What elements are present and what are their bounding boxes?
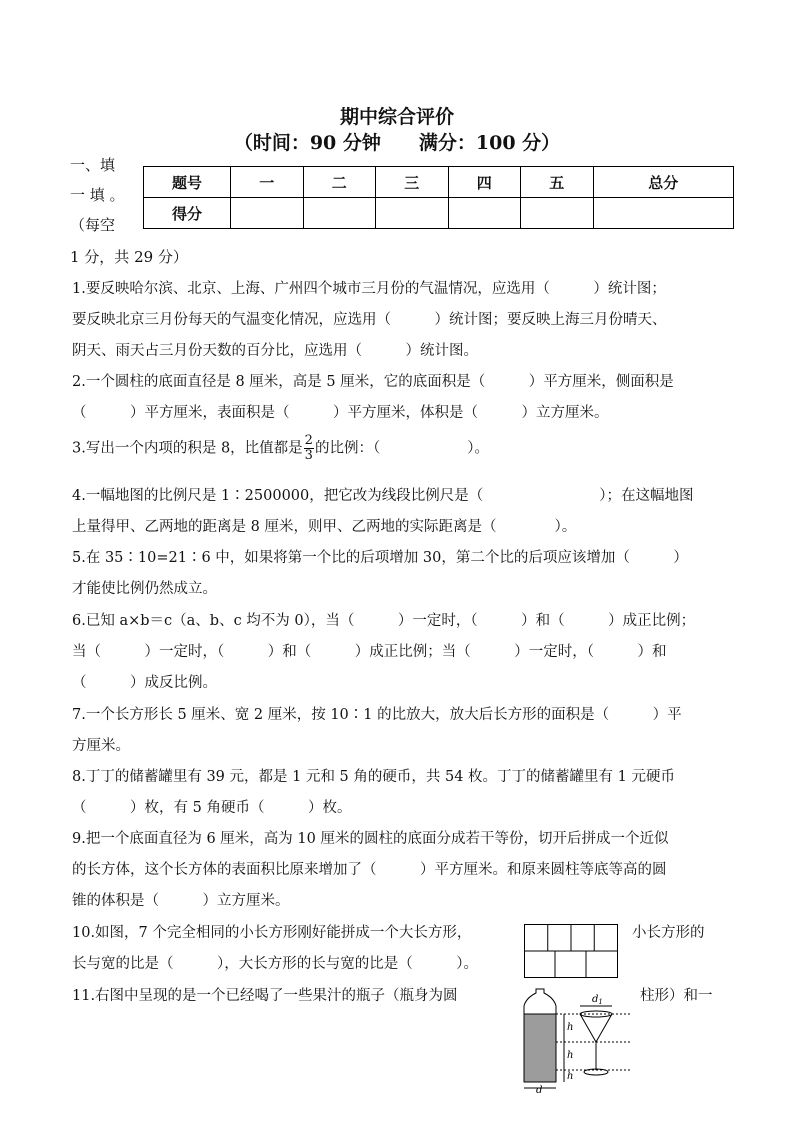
score-col-2: 二: [303, 167, 376, 198]
q3-line: [72, 434, 489, 463]
q9-line-2: 的长方体，这个长方体的表面积比原来增加了（ ）平方厘米。和原来圆柱等底等高的圆: [72, 862, 667, 878]
section1-label-1: 一、填: [70, 156, 116, 174]
score-col-1: 一: [231, 167, 304, 198]
label-d: d: [536, 1085, 543, 1094]
score-cell-4[interactable]: [448, 198, 521, 229]
score-col-4: 四: [448, 167, 521, 198]
q2-line-2: （ ）平方厘米，表面积是（ ）平方厘米，体积是（ ）立方厘米。: [72, 405, 609, 421]
score-row-label: 得分: [144, 198, 231, 229]
q4-line-2: 上量得甲、乙两地的距离是 8 厘米，则甲、乙两地的实际距离是（ ）。: [72, 519, 577, 535]
q8-line-2: （ ）枚，有 5 角硬币（ ）枚。: [72, 800, 352, 816]
q10-line-1b: 小长方形的: [632, 925, 705, 941]
q1-line-3: 阴天、雨天占三月份天数的百分比，应选用（ ）统计图。: [72, 343, 478, 359]
score-cell-5[interactable]: [521, 198, 594, 229]
cup-cone: [580, 1014, 612, 1042]
label-d1: $d_1$: [592, 994, 603, 1006]
q9-line-1: 9.把一个底面直径为 6 厘米，高为 10 厘米的圆柱的底面分成若干等份，切开后拼成一个近似: [72, 831, 669, 847]
q3-text-post: 的比例：（ ）。: [314, 440, 489, 457]
score-col-5: 五: [521, 167, 594, 198]
section1-label-4: 1 分，共 29 分）: [70, 248, 188, 266]
q3-fraction-denominator: 3: [304, 448, 313, 463]
score-col-3: 三: [376, 167, 449, 198]
q7-line-2: 方厘米。: [72, 738, 130, 754]
q11-line-1b: 柱形）和一: [640, 988, 713, 1004]
score-table-score-row: [144, 198, 734, 229]
q6-line-1: 6.已知 a×b＝c（a、b、c 均不为 0），当（ ）一定时，（ ）和（ ）成正比例；: [72, 613, 696, 629]
section1-label-3: （每空: [70, 216, 116, 234]
q11-bottle-cup-figure: [512, 984, 642, 1094]
score-col-total: 总分: [593, 167, 734, 198]
score-cell-1[interactable]: [231, 198, 304, 229]
q1-line-2: 要反映北京三月份每天的气温变化情况，应选用（ ）统计图；要反映上海三月份晴天、: [72, 312, 667, 328]
score-cell-total[interactable]: [593, 198, 734, 229]
page-title: 期中综合评价: [339, 106, 454, 128]
q3-fraction-numerator: 2: [304, 433, 313, 448]
q10-rectangle-figure: [524, 924, 620, 980]
q1-line-1: 1.要反映哈尔滨、北京、上海、广州四个城市三月份的气温情况，应选用（ ）统计图；: [72, 281, 666, 297]
label-h1: h: [567, 1022, 574, 1033]
q2-line-1: 2.一个圆柱的底面直径是 8 厘米，高是 5 厘米，它的底面积是（ ）平方厘米，侧面积是: [72, 374, 674, 390]
q3-fraction: [304, 434, 314, 463]
q7-line-1: 7.一个长方形长 5 厘米、宽 2 厘米，按 10∶1 的比放大，放大后长方形的面积是（ ）平: [72, 707, 682, 723]
score-cell-3[interactable]: [376, 198, 449, 229]
section1-label-2: 一 填 。: [70, 186, 125, 204]
score-header-label: 题号: [144, 167, 231, 198]
label-h2: h: [567, 1050, 574, 1061]
q6-line-3: （ ）成反比例。: [72, 675, 217, 691]
score-table: [143, 166, 734, 229]
q5-line-1: 5.在 35∶10=21∶6 中，如果将第一个比的后项增加 30，第二个比的后项应该增加（ ）: [72, 550, 688, 566]
score-table-header-row: [144, 167, 734, 198]
q5-line-2: 才能使比例仍然成立。: [72, 581, 217, 597]
q4-line-1: 4.一幅地图的比例尺是 1∶2500000，把它改为线段比例尺是（ ）；在这幅地图: [72, 488, 694, 504]
q3-text-pre: 3.写出一个内项的积是 8，比值都是: [72, 440, 303, 457]
score-cell-2[interactable]: [303, 198, 376, 229]
q10-line-2: 长与宽的比是（ ），大长方形的长与宽的比是（ ）。: [72, 956, 478, 972]
q9-line-3: 锥的体积是（ ）立方厘米。: [72, 893, 290, 909]
q6-line-2: 当（ ）一定时，（ ）和（ ）成正比例；当（ ）一定时，（ ）和: [72, 644, 667, 660]
page-subtitle: （时间：90 分钟 满分：100 分）: [233, 132, 561, 154]
q10-line-1a: 10.如图，7 个完全相同的小长方形刚好能拼成一个大长方形，: [72, 925, 472, 941]
q11-line-1a: 11.右图中呈现的是一个已经喝了一些果汁的瓶子（瓶身为圆: [72, 988, 458, 1004]
label-h3: h: [567, 1071, 574, 1082]
bottle-juice: [524, 1014, 556, 1082]
q8-line-1: 8.丁丁的储蓄罐里有 39 元，都是 1 元和 5 角的硬币，共 54 枚。丁丁的储蓄罐里有 1 元硬币: [72, 769, 676, 785]
